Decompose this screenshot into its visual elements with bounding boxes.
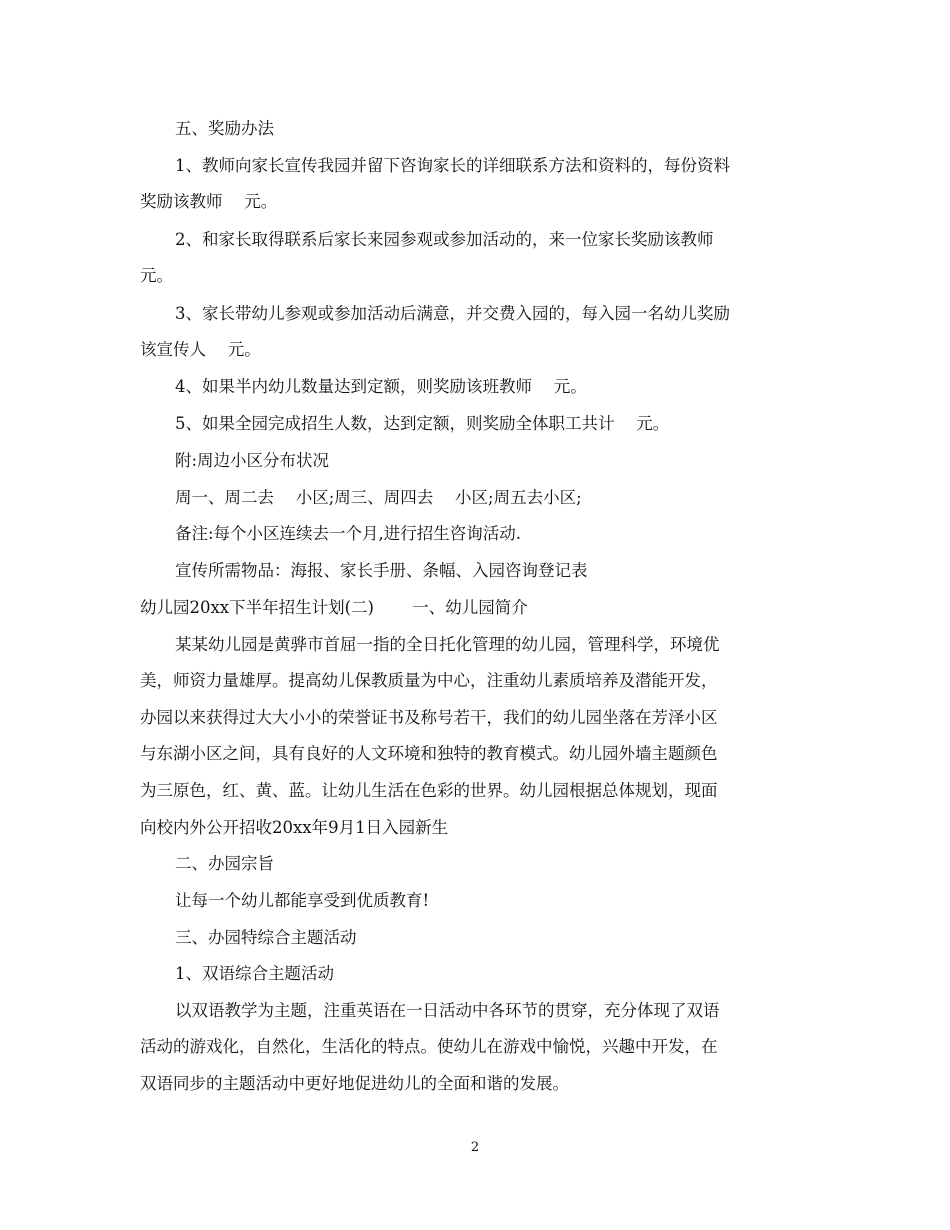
paragraph-line: 让每一个幼儿都能享受到优质教育!: [175, 891, 430, 910]
paragraph-line: 该宣传人 元。: [140, 340, 261, 359]
paragraph-line: 5、如果全园完成招生人数，达到定额，则奖励全体职工共计 元。: [175, 414, 670, 433]
paragraph-line: 美，师资力量雄厚。提高幼儿保教质量为中心，注重幼儿素质培养及潜能开发，: [140, 671, 718, 690]
section-heading: 二、办园宗旨: [175, 854, 274, 873]
section-heading: 五、奖励办法: [175, 119, 274, 138]
paragraph-line: 以双语教学为主题，注重英语在一日活动中各环节的贯穿，充分体现了双语: [175, 1001, 720, 1020]
paragraph-line: 宣传所需物品：海报、家长手册、条幅、入园咨询登记表: [175, 561, 588, 580]
paragraph-line: 办园以来获得过大大小小的荣誉证书及称号若干，我们的幼儿园坐落在芳泽小区: [140, 708, 718, 727]
paragraph-line: 双语同步的主题活动中更好地促进幼儿的全面和谐的发展。: [140, 1074, 569, 1093]
paragraph-line: 3、家长带幼儿参观或参加活动后满意，并交费入园的，每入园一名幼儿奖励: [175, 304, 730, 323]
subsection-heading: 1、双语综合主题活动: [175, 964, 334, 983]
paragraph-line: 向校内外公开招收20xx年9月1日入园新生: [140, 818, 449, 837]
paragraph-line: 元。: [140, 266, 173, 285]
paragraph-line: 奖励该教师 元。: [140, 192, 278, 211]
section-heading: 三、办园特综合主题活动: [175, 928, 357, 947]
paragraph-line: 备注:每个小区连续去一个月,进行招生咨询活动.: [175, 524, 522, 543]
paragraph-line: 1、教师向家长宣传我园并留下咨询家长的详细联系方法和资料的，每份资料: [175, 156, 730, 175]
paragraph-line: 2、和家长取得联系后家长来园参观或参加活动的，来一位家长奖励该教师: [175, 230, 714, 249]
paragraph-line: 活动的游戏化，自然化，生活化的特点。使幼儿在游戏中愉悦，兴趣中开发，在: [140, 1037, 718, 1056]
page-number: 2: [470, 1140, 480, 1155]
paragraph-line: 某某幼儿园是黄骅市首屈一指的全日托化管理的幼儿园，管理科学，环境优: [175, 635, 720, 654]
paragraph-line: 周一、周二去 小区;周三、周四去 小区;周五去小区;: [175, 488, 582, 507]
paragraph-line: 与东湖小区之间，具有良好的人文环境和独特的教育模式。幼儿园外墙主题颜色: [140, 744, 718, 763]
paragraph-line: 为三原色，红、黄、蓝。让幼儿生活在色彩的世界。幼儿园根据总体规划，现面: [140, 781, 718, 800]
paragraph-line: 4、如果半内幼儿数量达到定额，则奖励该班教师 元。: [175, 377, 587, 396]
paragraph-line: 附:周边小区分布状况: [175, 451, 330, 470]
document-title-line: 幼儿园20xx下半年招生计划(二) 一、幼儿园简介: [140, 598, 528, 617]
